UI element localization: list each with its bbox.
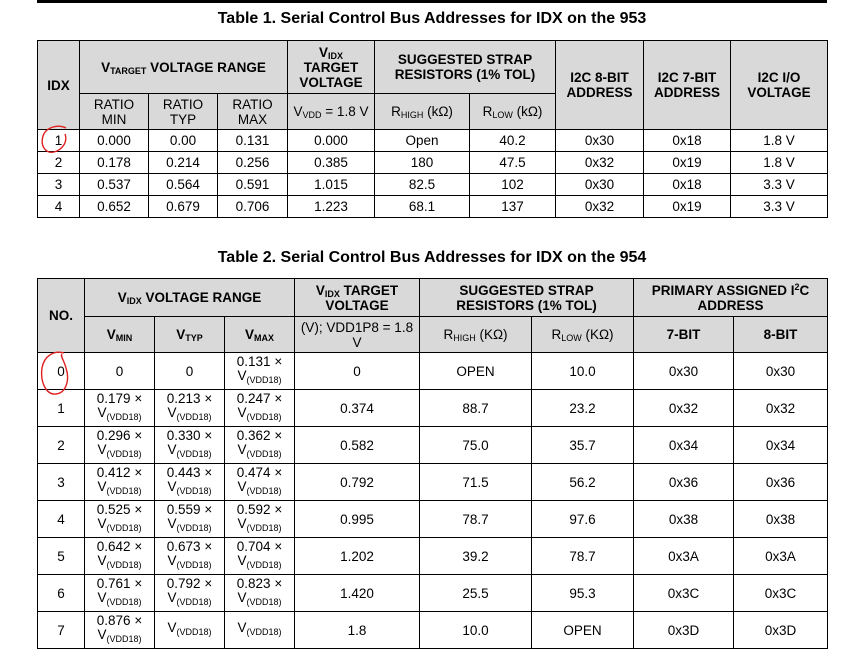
cell-7bit: 0x32 xyxy=(634,390,734,427)
cell-rlow: OPEN xyxy=(532,612,634,649)
cell-vtyp: 0.330 × $V_{(VDD18)}$ xyxy=(155,427,225,464)
cell-no: 4 xyxy=(38,501,85,538)
cell-7bit: 0x38 xyxy=(634,501,734,538)
cell-target: 1.8 xyxy=(295,612,420,649)
cell-vtyp: 0.792 × $V_{(VDD18)}$ xyxy=(155,575,225,612)
header-strap-resistors: SUGGESTED STRAP RESISTORS (1% TOL) xyxy=(375,41,556,94)
cell: 1 xyxy=(38,130,80,152)
cell-vmax: 0.131 × $V_{(VDD18)}$ xyxy=(225,353,295,390)
cell: 47.5 xyxy=(470,152,556,174)
table-row xyxy=(38,152,828,174)
header-vdd: $V_{VDD} = 1.8$ V xyxy=(288,94,375,130)
header-vmin: $V_{MIN}$ xyxy=(85,317,155,353)
cell: 0.679 xyxy=(149,196,218,218)
header-rlow: $R_{LOW}$ (KΩ) xyxy=(532,317,634,353)
cell-vmax: 0.592 × $V_{(VDD18)}$ xyxy=(225,501,295,538)
cell: 180 xyxy=(375,152,470,174)
cell-7bit: 0x3D xyxy=(634,612,734,649)
cell-rlow: 35.7 xyxy=(532,427,634,464)
header-i2c-io: I2C I/O VOLTAGE xyxy=(731,41,828,130)
cell-rhigh: 10.0 xyxy=(420,612,532,649)
cell-target: 0 xyxy=(295,353,420,390)
table2 xyxy=(37,278,828,649)
cell: 82.5 xyxy=(375,174,470,196)
cell-rhigh: 71.5 xyxy=(420,464,532,501)
cell-vmin: 0.525 × $V_{(VDD18)}$ xyxy=(85,501,155,538)
cell-no: 7 xyxy=(38,612,85,649)
cell-no: 6 xyxy=(38,575,85,612)
cell-target: 1.202 xyxy=(295,538,420,575)
table1 xyxy=(37,40,828,218)
header-strap-resistors: SUGGESTED STRAP RESISTORS (1% TOL) xyxy=(420,279,634,317)
header-vtarget-range: $V_{TARGET}$ VOLTAGE RANGE xyxy=(80,41,288,94)
cell: 1.8 V xyxy=(731,152,828,174)
cell-8bit: 0x3C xyxy=(734,575,828,612)
cell-rhigh: 88.7 xyxy=(420,390,532,427)
cell-rlow: 10.0 xyxy=(532,353,634,390)
cell-rlow: 56.2 xyxy=(532,464,634,501)
header-vidx-range: $V_{IDX}$ VOLTAGE RANGE xyxy=(85,279,295,317)
table-row xyxy=(38,427,828,464)
cell-target: 0.374 xyxy=(295,390,420,427)
cell: 40.2 xyxy=(470,130,556,152)
header-7bit: 7-BIT xyxy=(634,317,734,353)
header-vidx-target: $V_{IDX}$ TARGET VOLTAGE xyxy=(295,279,420,317)
cell: 3.3 V xyxy=(731,174,828,196)
cell-rhigh: 78.7 xyxy=(420,501,532,538)
cell: 0.564 xyxy=(149,174,218,196)
cell-vtyp: 0.213 × $V_{(VDD18)}$ xyxy=(155,390,225,427)
cell: 0x18 xyxy=(644,174,731,196)
cell-vmax: 0.362 × $V_{(VDD18)}$ xyxy=(225,427,295,464)
cell-no: 1 xyxy=(38,390,85,427)
cell: 1.223 xyxy=(288,196,375,218)
header-vmax: $V_{MAX}$ xyxy=(225,317,295,353)
header-ratio-max: RATIO MAX xyxy=(218,94,288,130)
cell-no: 0 xyxy=(38,353,85,390)
cell: Open xyxy=(375,130,470,152)
header-i2c-8bit: I2C 8-BIT ADDRESS xyxy=(556,41,644,130)
table1-title: Table 1. Serial Control Bus Addresses for IDX on the 953 xyxy=(217,10,647,27)
cell: 102 xyxy=(470,174,556,196)
cell: 137 xyxy=(470,196,556,218)
cell-rlow: 23.2 xyxy=(532,390,634,427)
table-row xyxy=(38,501,828,538)
cell: 0.178 xyxy=(80,152,149,174)
cell-no: 2 xyxy=(38,427,85,464)
cell-target: 0.792 xyxy=(295,464,420,501)
cell-rhigh: OPEN xyxy=(420,353,532,390)
header-ratio-typ: RATIO TYP xyxy=(149,94,218,130)
cell: 0.214 xyxy=(149,152,218,174)
cell: 0x32 xyxy=(556,152,644,174)
header-vdd1p8: (V); VDD1P8 = 1.8 V xyxy=(295,317,420,353)
cell-rlow: 97.6 xyxy=(532,501,634,538)
cell-8bit: 0x38 xyxy=(734,501,828,538)
cell-no: 5 xyxy=(38,538,85,575)
cell-target: 0.582 xyxy=(295,427,420,464)
cell: 0x30 xyxy=(556,174,644,196)
cell-target: 1.420 xyxy=(295,575,420,612)
cell-8bit: 0x3D xyxy=(734,612,828,649)
table-row xyxy=(38,575,828,612)
cell: 0x30 xyxy=(556,130,644,152)
table-row xyxy=(38,538,828,575)
cell-target: 0.995 xyxy=(295,501,420,538)
cell: 68.1 xyxy=(375,196,470,218)
cell-vtyp: $V_{(VDD18)}$ xyxy=(155,612,225,649)
header-rhigh: $R_{HIGH}$ (kΩ) xyxy=(375,94,470,130)
cell-8bit: 0x36 xyxy=(734,464,828,501)
cell: 0.00 xyxy=(149,130,218,152)
cell-7bit: 0x3C xyxy=(634,575,734,612)
cell-vmax: $V_{(VDD18)}$ xyxy=(225,612,295,649)
cell: 0.000 xyxy=(288,130,375,152)
cell-rhigh: 75.0 xyxy=(420,427,532,464)
cell-rlow: 78.7 xyxy=(532,538,634,575)
cell: 0.706 xyxy=(218,196,288,218)
cell: 0.385 xyxy=(288,152,375,174)
cell: 4 xyxy=(38,196,80,218)
header-i2c-7bit: I2C 7-BIT ADDRESS xyxy=(644,41,731,130)
header-vtyp: $V_{TYP}$ xyxy=(155,317,225,353)
cell-vmin: 0.642 × $V_{(VDD18)}$ xyxy=(85,538,155,575)
cell-no: 3 xyxy=(38,464,85,501)
table-row xyxy=(38,130,828,152)
header-ratio-min: RATIO MIN xyxy=(80,94,149,130)
cell-8bit: 0x34 xyxy=(734,427,828,464)
cell-rhigh: 39.2 xyxy=(420,538,532,575)
cell-vtyp: 0 xyxy=(155,353,225,390)
cell: 1.015 xyxy=(288,174,375,196)
header-primary-address: PRIMARY ASSIGNED $I^2C$ ADDRESS xyxy=(634,279,828,317)
cell-vmin: 0.876 × $V_{(VDD18)}$ xyxy=(85,612,155,649)
table-row xyxy=(38,353,828,390)
cell-8bit: 0x30 xyxy=(734,353,828,390)
cell: 3 xyxy=(38,174,80,196)
cell: 0x32 xyxy=(556,196,644,218)
table-row xyxy=(38,464,828,501)
cell: 0.256 xyxy=(218,152,288,174)
cell: 0.537 xyxy=(80,174,149,196)
cell-vtyp: 0.443 × $V_{(VDD18)}$ xyxy=(155,464,225,501)
header-no: NO. xyxy=(38,279,85,353)
cell-vmin: 0.412 × $V_{(VDD18)}$ xyxy=(85,464,155,501)
cell-vtyp: 0.559 × $V_{(VDD18)}$ xyxy=(155,501,225,538)
header-vidx-target: $V_{IDX}$ TARGET VOLTAGE xyxy=(288,41,375,94)
cell: 0.000 xyxy=(80,130,149,152)
header-rhigh: $R_{HIGH}$ (KΩ) xyxy=(420,317,532,353)
top-rule xyxy=(37,0,827,3)
table-row xyxy=(38,196,828,218)
cell-vmax: 0.247 × $V_{(VDD18)}$ xyxy=(225,390,295,427)
cell-vmin: 0.179 × $V_{(VDD18)}$ xyxy=(85,390,155,427)
table-row xyxy=(38,390,828,427)
cell-7bit: 0x34 xyxy=(634,427,734,464)
cell-7bit: 0x30 xyxy=(634,353,734,390)
cell-rhigh: 25.5 xyxy=(420,575,532,612)
cell-vmin: 0.296 × $V_{(VDD18)}$ xyxy=(85,427,155,464)
cell-8bit: 0x32 xyxy=(734,390,828,427)
table2-title: Table 2. Serial Control Bus Addresses for IDX on the 954 xyxy=(217,249,647,266)
table-row xyxy=(38,612,828,649)
cell-7bit: 0x3A xyxy=(634,538,734,575)
cell: 0x18 xyxy=(644,130,731,152)
cell-7bit: 0x36 xyxy=(634,464,734,501)
cell-rlow: 95.3 xyxy=(532,575,634,612)
cell-vtyp: 0.673 × $V_{(VDD18)}$ xyxy=(155,538,225,575)
header-idx: IDX xyxy=(38,41,80,130)
cell: 0.652 xyxy=(80,196,149,218)
cell-vmax: 0.474 × $V_{(VDD18)}$ xyxy=(225,464,295,501)
cell-vmin: 0 xyxy=(85,353,155,390)
cell: 1.8 V xyxy=(731,130,828,152)
cell: 0.131 xyxy=(218,130,288,152)
cell-vmax: 0.823 × $V_{(VDD18)}$ xyxy=(225,575,295,612)
cell-8bit: 0x3A xyxy=(734,538,828,575)
table-row xyxy=(38,174,828,196)
cell-vmin: 0.761 × $V_{(VDD18)}$ xyxy=(85,575,155,612)
cell: 0x19 xyxy=(644,152,731,174)
cell-vmax: 0.704 × $V_{(VDD18)}$ xyxy=(225,538,295,575)
cell: 0x19 xyxy=(644,196,731,218)
cell: 3.3 V xyxy=(731,196,828,218)
header-rlow: $R_{LOW}$ (kΩ) xyxy=(470,94,556,130)
header-8bit: 8-BIT xyxy=(734,317,828,353)
cell: 0.591 xyxy=(218,174,288,196)
cell: 2 xyxy=(38,152,80,174)
